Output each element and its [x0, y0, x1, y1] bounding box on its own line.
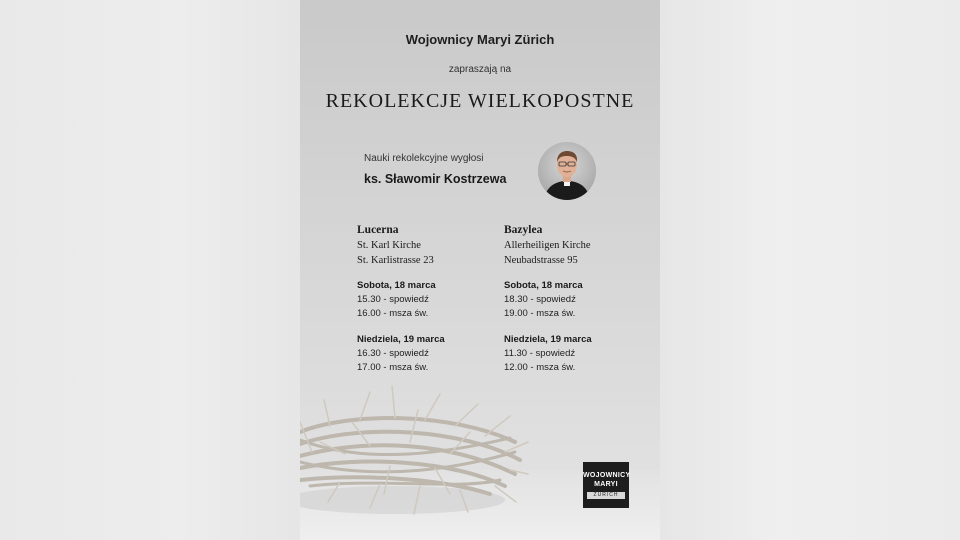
- poster: [300, 0, 660, 540]
- schedule-event: 11.30 - spowiedź: [504, 348, 576, 359]
- background-left: [0, 0, 300, 540]
- schedule-event: 15.30 - spowiedź: [357, 294, 429, 305]
- location-bazylea: [504, 224, 654, 376]
- schedule-event: 16.30 - spowiedź: [357, 348, 429, 359]
- location-lucerna: [357, 224, 507, 376]
- preacher-intro: Nauki rekolekcyjne wygłosi: [364, 153, 484, 164]
- logo-line-3: ZÜRICH: [587, 492, 625, 499]
- schedule-day: Niedziela, 19 marca: [504, 334, 592, 345]
- schedule-day: Sobota, 18 marca: [357, 280, 436, 291]
- schedule-event: 12.00 - msza św.: [504, 362, 576, 373]
- location-address: Neubadstrasse 95: [504, 255, 578, 266]
- schedule-day: Niedziela, 19 marca: [357, 334, 445, 345]
- wojownicy-maryi-logo: [583, 462, 629, 508]
- schedule-event: 19.00 - msza św.: [504, 308, 576, 319]
- crown-of-thorns-image: [300, 382, 530, 522]
- location-address: St. Karlistrasse 23: [357, 255, 434, 266]
- invite-text: zapraszają na: [448, 64, 512, 75]
- location-city: Bazylea: [504, 224, 543, 236]
- preacher-photo: [538, 142, 596, 200]
- preacher-name: ks. Sławomir Kostrzewa: [364, 172, 507, 186]
- location-church: St. Karl Kirche: [357, 240, 421, 251]
- location-city: Lucerna: [357, 224, 399, 236]
- background-right: [660, 0, 960, 540]
- logo-line-1: WOJOWNICY: [583, 472, 631, 479]
- location-church: Allerheiligen Kirche: [504, 240, 591, 251]
- schedule-day: Sobota, 18 marca: [504, 280, 583, 291]
- schedule-event: 18.30 - spowiedź: [504, 294, 576, 305]
- schedule-event: 16.00 - msza św.: [357, 308, 429, 319]
- logo-line-2: MARYI: [594, 481, 618, 488]
- schedule-event: 17.00 - msza św.: [357, 362, 429, 373]
- organization-name: Wojownicy Maryi Zürich: [405, 32, 555, 47]
- poster-title: REKOLEKCJE WIELKOPOSTNE: [325, 90, 635, 112]
